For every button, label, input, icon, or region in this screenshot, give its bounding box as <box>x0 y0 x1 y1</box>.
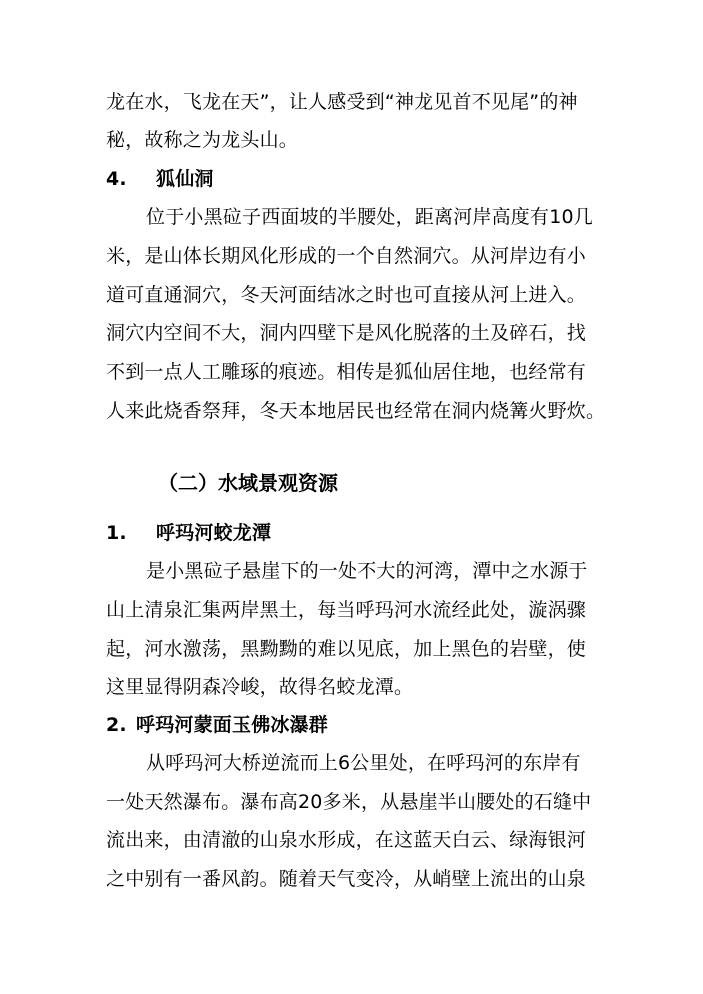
text-line: 一处天然瀑布。瀑布高20多米，从悬崖半山腰处的石缝中 <box>106 791 592 813</box>
heading-title: 呼玛河蒙面玉佛冰瀑群 <box>136 714 329 736</box>
text-line: 位于小黑砬子西面坡的半腰处，距离河岸高度有10几 <box>146 206 593 228</box>
heading-title: 呼玛河蛟龙潭 <box>156 522 272 544</box>
text-line: 从呼玛河大桥逆流而上6公里处，在呼玛河的东岸有 <box>146 752 581 774</box>
text-line: 龙在水，飞龙在天”，让人感受到“神龙见首不见尾”的神 <box>106 91 578 113</box>
text-line: 不到一点人工雕琢的痕迹。相传是狐仙居住地，也经常有 <box>106 361 587 383</box>
text-line: 之中别有一番风韵。随着天气变冷，从峭壁上流出的山泉 <box>106 868 587 890</box>
text-line: 是小黑砬子悬崖下的一处不大的河湾，潭中之水源于 <box>146 560 588 582</box>
text-line: 人来此烧香祭拜，冬天本地居民也经常在洞内烧篝火野炊。 <box>106 400 606 422</box>
text-line: 米，是山体长期风化形成的一个自然洞穴。从河岸边有小 <box>106 245 587 267</box>
heading-number: 2. <box>106 714 127 736</box>
text-line: 起，河水激荡，黑黝黝的难以见底，加上黑色的岩壁，使 <box>106 638 587 660</box>
section-title: （二）水域景观资源 <box>158 471 338 495</box>
text-line: 秘，故称之为龙头山。 <box>106 129 299 151</box>
text-line: 道可直通洞穴，冬天河面结冰之时也可直接从河上进入。 <box>106 284 587 306</box>
item-heading-1 <box>106 521 271 545</box>
text-line: 山上清泉汇集两岸黑土，每当呼玛河水流经此处，漩涡骤 <box>106 599 587 621</box>
item-heading-2 <box>106 713 328 737</box>
heading-title: 狐仙洞 <box>156 168 214 190</box>
text-line: 洞穴内空间不大，洞内四壁下是风化脱落的土及碎石，找 <box>106 322 587 344</box>
heading-number: 1. <box>106 522 127 544</box>
heading-number: 4. <box>106 168 127 190</box>
text-line: 这里显得阴森冷峻，故得名蛟龙潭。 <box>106 676 414 698</box>
section-heading-4 <box>106 167 214 191</box>
text-line: 流出来，由清澈的山泉水形成，在这蓝天白云、绿海银河 <box>106 829 587 851</box>
